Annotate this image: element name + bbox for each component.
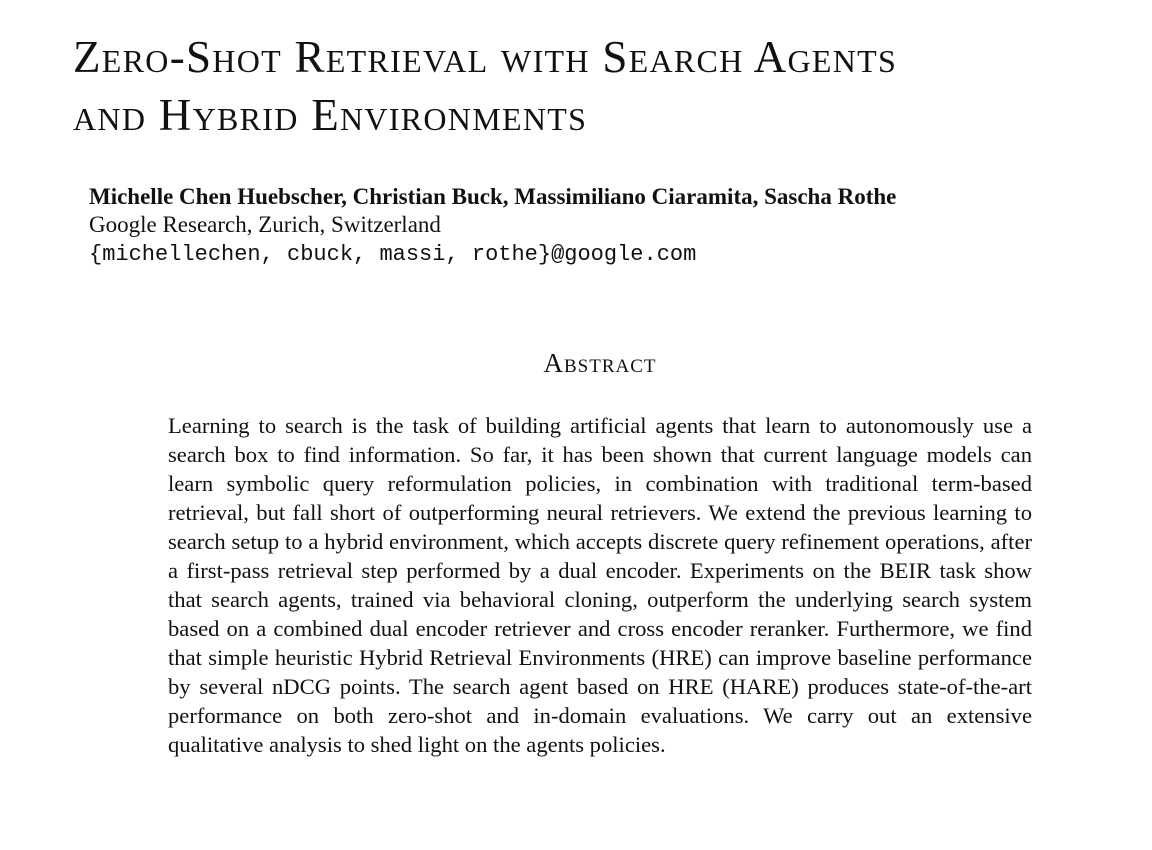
abstract-heading: Abstract: [543, 348, 657, 378]
abstract-text: Learning to search is the task of building artificial agents that learn to autonomously use a search box to find information. So far, it has been shown that current language models can learn symbolic query reformulation policies, in combination with traditional term-based retrieval, but fall short of outperforming neural retrievers. We extend the previous learning to search setup to a hybrid environment, which accepts discrete query refinement operations, after a first-pass retrieval step performed by a dual encoder. Experiments on the BEIR task show that search agents, trained via behavioral cloning, outperform the underlying search system based on a combined dual encoder retriever and cross encoder reranker. Furthermore, we find that simple heuristic Hybrid Retrieval Environments (HRE) can improve baseline performance by several nDCG points. The search agent based on HRE (HARE) produces state-of-the-art performance on both zero-shot and in-domain evaluations. We carry out an extensive qualitative analysis to shed light on the agents policies.: [168, 413, 1032, 757]
paper-title-line-2: and Hybrid Environments: [73, 90, 588, 140]
paper-title: [73, 28, 1113, 144]
paper-title-line-1: Zero-Shot Retrieval with Search Agents: [73, 32, 898, 82]
author-block: [89, 183, 896, 271]
author-list: Michelle Chen Huebscher, Christian Buck, Massimiliano Ciaramita, Sascha Rothe: [89, 184, 897, 209]
author-emails: {michellechen, cbuck, massi, rothe}@google.com: [89, 242, 697, 267]
author-affiliation: Google Research, Zurich, Switzerland: [89, 212, 441, 237]
